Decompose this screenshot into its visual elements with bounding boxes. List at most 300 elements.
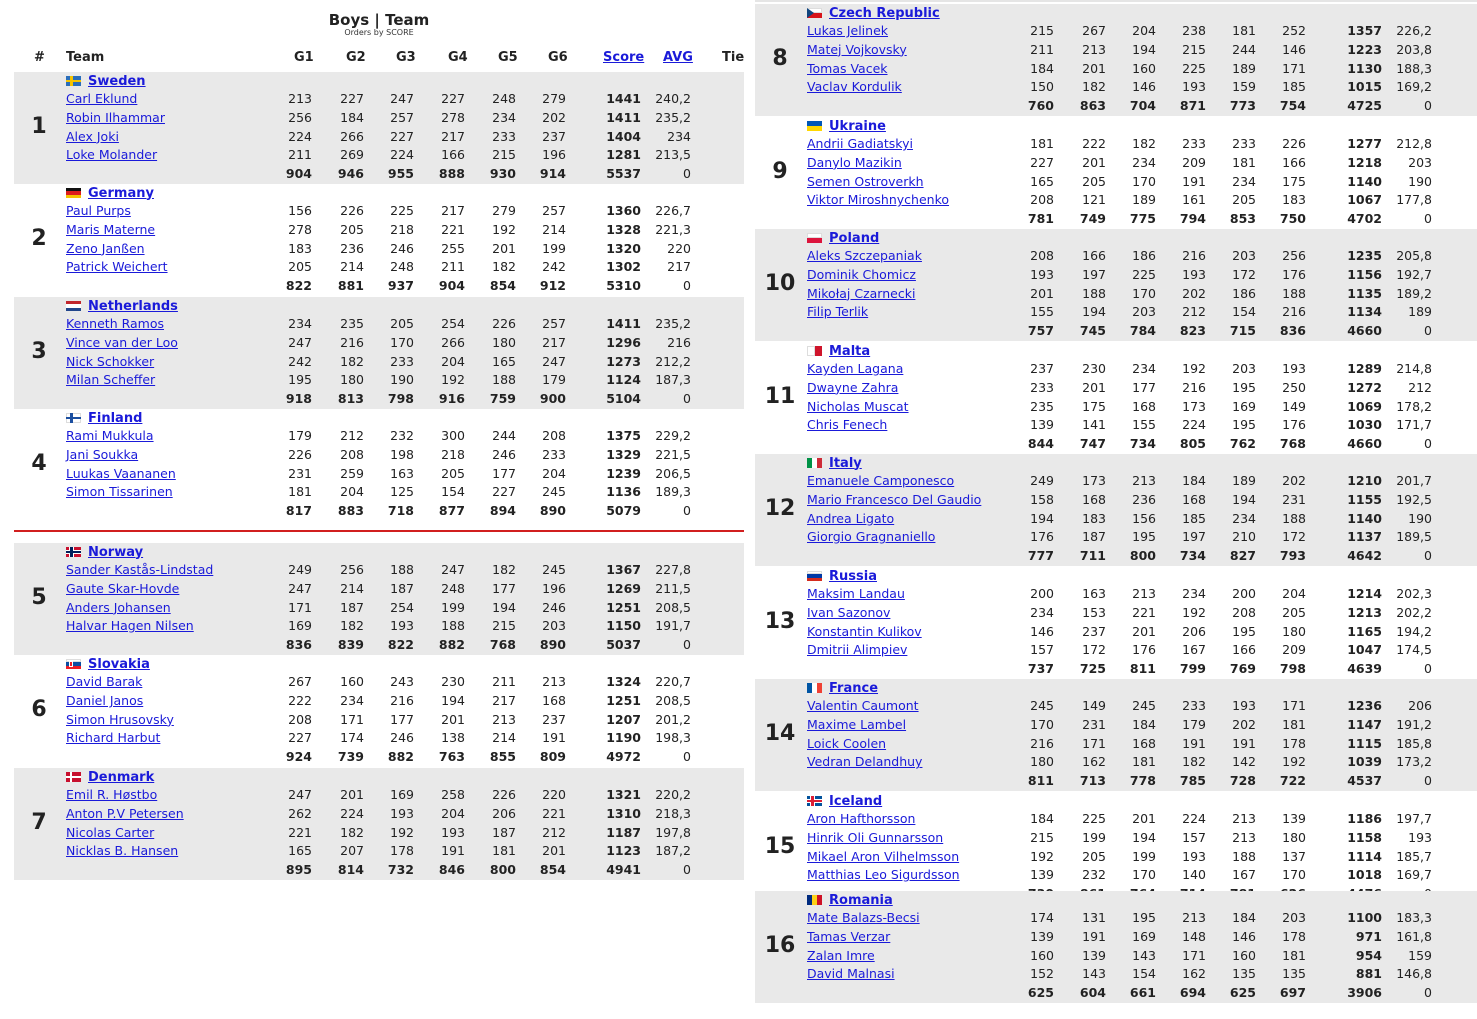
player-game-score: 162 <box>1082 754 1106 770</box>
player-game-score: 227 <box>441 91 465 106</box>
team-game-total: 704 <box>1129 98 1156 114</box>
team-rank: 8 <box>772 46 788 71</box>
team-tie-value: 0 <box>683 862 691 878</box>
player-name-link[interactable]: Dwayne Zahra <box>807 379 899 395</box>
player-name-link[interactable]: Andrii Gadiatskyi <box>807 136 913 151</box>
player-name-link[interactable]: Jani Soukka <box>66 446 139 462</box>
player-average: 220,7 <box>655 674 691 689</box>
team-game-total: 762 <box>1229 436 1256 452</box>
player-average: 221,5 <box>655 446 691 462</box>
team-block-sweden <box>14 72 744 184</box>
player-game-score: 196 <box>542 580 566 596</box>
player-game-score: 184 <box>340 109 364 125</box>
player-name-link[interactable]: Andrea Ligato <box>807 510 895 526</box>
player-game-score: 233 <box>1030 379 1054 395</box>
player-game-score: 207 <box>340 843 364 859</box>
player-name-link[interactable]: Emil R. Høstbo <box>66 787 158 802</box>
player-name-link[interactable]: Vedran Delandhuy <box>807 754 923 770</box>
player-name-link[interactable]: Daniel Janos <box>66 692 144 708</box>
player-average: 169,7 <box>1396 867 1432 883</box>
player-game-score: 139 <box>1082 947 1106 963</box>
qualification-cutline <box>14 530 744 532</box>
player-game-score: 221 <box>441 221 465 237</box>
player-game-score: 195 <box>1132 910 1156 925</box>
player-game-score: 188 <box>1282 510 1306 526</box>
player-name-link[interactable]: Mate Balazs-Becsi <box>807 910 920 925</box>
player-game-score: 231 <box>1082 716 1106 732</box>
player-game-score: 231 <box>1282 491 1306 507</box>
player-game-score: 204 <box>441 353 465 369</box>
player-game-score: 244 <box>1232 41 1256 57</box>
player-name-link[interactable]: Zalan Imre <box>807 947 875 963</box>
player-name-link[interactable]: David Barak <box>66 674 143 689</box>
player-name-link[interactable]: Anders Johansen <box>66 599 171 615</box>
player-game-score: 234 <box>1030 604 1054 620</box>
player-game-score: 193 <box>1030 266 1054 282</box>
player-name-link[interactable]: Carl Eklund <box>66 91 138 106</box>
team-total-score: 4702 <box>1347 211 1382 227</box>
header-score-sort-link[interactable]: Score <box>603 50 645 65</box>
player-name-link[interactable]: Maris Materne <box>66 221 156 237</box>
team-country-link[interactable]: Finland <box>88 410 143 426</box>
player-average: 201,2 <box>655 711 691 727</box>
team-game-total: 798 <box>387 391 414 407</box>
player-average: 212 <box>1408 379 1432 395</box>
team-game-total: 750 <box>1279 211 1306 227</box>
player-game-score: 247 <box>441 562 465 577</box>
team-country-link[interactable]: Malta <box>829 343 871 359</box>
team-country-row <box>807 342 870 360</box>
player-name-link[interactable]: Milan Scheffer <box>66 372 156 388</box>
player-total-score: 1277 <box>1347 136 1382 151</box>
team-game-total: 798 <box>1279 661 1306 677</box>
team-country-row <box>66 655 150 673</box>
player-name-link[interactable]: Nicklas B. Hansen <box>66 843 179 859</box>
player-name-link[interactable]: Matthias Leo Sigurdsson <box>807 867 960 883</box>
team-block-finland <box>14 409 744 521</box>
player-game-score: 220 <box>542 787 566 802</box>
player-game-score: 201 <box>1132 623 1156 639</box>
page-subtitle: Orders by SCORE <box>344 28 414 37</box>
player-name-link[interactable]: Aron Hafthorsson <box>807 811 916 826</box>
player-game-score: 197 <box>1082 266 1106 282</box>
player-game-score: 221 <box>542 805 566 821</box>
team-game-total: 863 <box>1079 98 1106 114</box>
player-name-link[interactable]: Aleks Szczepaniak <box>807 248 922 263</box>
player-game-score: 218 <box>441 446 465 462</box>
player-total-score: 1324 <box>606 674 641 689</box>
team-block-ukraine <box>755 117 1477 229</box>
player-name-link[interactable]: Tomas Vacek <box>807 60 888 76</box>
player-game-score: 213 <box>1132 473 1156 488</box>
player-game-score: 182 <box>1182 754 1206 770</box>
player-average: 217 <box>667 259 691 275</box>
player-total-score: 971 <box>1355 928 1382 944</box>
player-game-score: 256 <box>1282 248 1306 263</box>
player-average: 183,3 <box>1396 910 1432 925</box>
player-game-score: 249 <box>1030 473 1054 488</box>
player-game-score: 237 <box>542 128 566 144</box>
player-game-score: 193 <box>1182 266 1206 282</box>
player-name-link[interactable]: Vince van der Loo <box>66 334 178 350</box>
player-total-score: 1251 <box>606 599 641 615</box>
team-country-link[interactable]: Russia <box>829 568 877 584</box>
player-game-score: 188 <box>441 618 465 634</box>
player-game-score: 192 <box>492 221 516 237</box>
player-name-link[interactable]: Viktor Miroshnychenko <box>807 192 950 208</box>
player-game-score: 246 <box>492 446 516 462</box>
czech-flag-icon <box>807 8 822 18</box>
player-game-score: 138 <box>441 730 465 746</box>
player-game-score: 213 <box>1232 829 1256 845</box>
player-name-link[interactable]: Semen Ostroverkh <box>807 173 924 189</box>
team-tie-value: 0 <box>1424 211 1432 227</box>
player-game-score: 162 <box>1182 966 1206 982</box>
team-game-total: 805 <box>1179 436 1206 452</box>
player-game-score: 184 <box>1030 60 1054 76</box>
player-name-link[interactable]: Richard Harbut <box>66 730 161 746</box>
player-game-score: 146 <box>1232 928 1256 944</box>
player-game-score: 202 <box>1232 716 1256 732</box>
team-game-total: 836 <box>1279 323 1306 339</box>
player-name-link[interactable]: Mikael Aron Vilhelmsson <box>807 848 960 864</box>
player-name-link[interactable]: Nicholas Muscat <box>807 398 909 414</box>
player-game-score: 214 <box>542 221 566 237</box>
team-game-total: 814 <box>337 862 364 878</box>
player-game-score: 193 <box>390 805 414 821</box>
player-game-score: 170 <box>1282 867 1306 883</box>
player-game-score: 156 <box>1132 510 1156 526</box>
team-country-link[interactable]: Denmark <box>88 769 155 785</box>
player-game-score: 170 <box>1132 173 1156 189</box>
player-game-score: 203 <box>542 618 566 634</box>
player-name-link[interactable]: Mario Francesco Del Gaudio <box>807 491 982 507</box>
player-name-link[interactable]: Mikołaj Czarnecki <box>807 285 916 301</box>
player-game-score: 250 <box>1282 379 1306 395</box>
player-name-link[interactable]: Anton P.V Petersen <box>66 805 184 821</box>
team-tie-value: 0 <box>683 278 691 294</box>
player-name-link[interactable]: Kayden Lagana <box>807 361 904 376</box>
player-game-score: 182 <box>492 259 516 275</box>
player-average: 194,2 <box>1396 623 1432 639</box>
player-game-score: 247 <box>542 353 566 369</box>
player-game-score: 183 <box>1282 192 1306 208</box>
player-name-link[interactable]: Emanuele Camponesco <box>807 473 955 488</box>
player-game-score: 247 <box>288 334 312 350</box>
player-name-link[interactable]: Valentin Caumont <box>807 698 919 713</box>
player-game-score: 234 <box>340 692 364 708</box>
team-country-link[interactable]: Norway <box>88 544 144 560</box>
player-average: 161,8 <box>1396 928 1432 944</box>
player-game-score: 188 <box>1082 285 1106 301</box>
player-game-score: 139 <box>1030 417 1054 433</box>
player-name-link[interactable]: Kenneth Ramos <box>66 316 165 331</box>
player-name-link[interactable]: Simon Hrusovsky <box>66 711 174 727</box>
player-total-score: 1251 <box>606 692 641 708</box>
player-game-score: 192 <box>1282 754 1306 770</box>
team-rank: 5 <box>31 585 47 610</box>
player-total-score: 1272 <box>1347 379 1382 395</box>
player-game-score: 191 <box>441 843 465 859</box>
player-game-score: 211 <box>1030 41 1054 57</box>
player-game-score: 217 <box>542 334 566 350</box>
player-name-link[interactable]: Tamas Verzar <box>807 928 891 944</box>
player-total-score: 1302 <box>606 259 641 275</box>
player-game-score: 201 <box>340 787 364 802</box>
header-g3: G3 <box>396 50 416 65</box>
player-game-score: 227 <box>288 730 312 746</box>
player-game-score: 215 <box>492 618 516 634</box>
player-average: 171,7 <box>1396 417 1432 433</box>
team-game-total: 697 <box>1279 985 1306 1001</box>
player-game-score: 155 <box>1132 417 1156 433</box>
player-name-link[interactable]: Ivan Sazonov <box>807 604 891 620</box>
player-game-score: 165 <box>288 843 312 859</box>
player-name-link[interactable]: Simon Tissarinen <box>66 484 173 500</box>
player-game-score: 160 <box>1132 60 1156 76</box>
player-name-link[interactable]: Loick Coolen <box>807 735 887 751</box>
player-game-score: 245 <box>542 562 566 577</box>
team-game-total: 754 <box>1279 98 1306 114</box>
team-total-score: 3906 <box>1347 985 1382 1001</box>
player-game-score: 213 <box>1082 41 1106 57</box>
team-country-row <box>66 297 178 315</box>
team-total-score: 5537 <box>606 166 641 182</box>
player-average: 206 <box>1408 698 1432 713</box>
player-name-link[interactable]: Filip Terlik <box>807 304 869 320</box>
player-game-score: 170 <box>1132 867 1156 883</box>
player-name-link[interactable]: Konstantin Kulikov <box>807 623 922 639</box>
team-game-total: 811 <box>1129 661 1156 677</box>
player-average: 221,3 <box>655 221 691 237</box>
team-game-total: 895 <box>285 862 312 878</box>
player-name-link[interactable]: Matej Vojkovsky <box>807 41 907 57</box>
player-game-score: 243 <box>390 674 414 689</box>
team-rank: 11 <box>764 384 796 409</box>
player-game-score: 256 <box>340 562 364 577</box>
player-game-score: 216 <box>390 692 414 708</box>
team-tie-value: 0 <box>683 166 691 182</box>
player-game-score: 224 <box>340 805 364 821</box>
team-game-total: 737 <box>1027 661 1054 677</box>
team-game-total: 604 <box>1079 985 1106 1001</box>
team-tie-value: 0 <box>1424 436 1432 452</box>
player-game-score: 257 <box>542 316 566 331</box>
player-game-score: 194 <box>1232 491 1256 507</box>
player-game-score: 152 <box>1030 966 1054 982</box>
player-game-score: 205 <box>1082 848 1106 864</box>
player-average: 197,8 <box>655 824 691 840</box>
team-block-iceland <box>755 792 1477 904</box>
player-name-link[interactable]: Dmitrii Alimpiev <box>807 642 908 658</box>
player-average: 226,7 <box>655 203 691 218</box>
team-country-link[interactable]: Romania <box>829 892 893 908</box>
player-game-score: 245 <box>1030 698 1054 713</box>
team-country-link[interactable]: Czech Republic <box>829 5 940 21</box>
player-game-score: 184 <box>1030 811 1054 826</box>
player-name-link[interactable]: Gaute Skar-Hovde <box>66 580 180 596</box>
player-name-link[interactable]: Luukas Vaananen <box>66 465 176 481</box>
player-game-score: 148 <box>1182 928 1206 944</box>
player-game-score: 212 <box>542 824 566 840</box>
player-name-link[interactable]: Vaclav Kordulik <box>807 79 902 95</box>
player-total-score: 1137 <box>1347 529 1382 545</box>
header-team: Team <box>66 50 105 65</box>
player-total-score: 1134 <box>1347 304 1382 320</box>
player-name-link[interactable]: Paul Purps <box>66 203 131 218</box>
player-game-score: 192 <box>1182 361 1206 376</box>
team-rank: 16 <box>764 933 796 958</box>
player-game-score: 278 <box>441 109 465 125</box>
player-game-score: 177 <box>1132 379 1156 395</box>
player-name-link[interactable]: Sander Kastås-Lindstad <box>66 562 214 577</box>
player-name-link[interactable]: Maksim Landau <box>807 586 905 601</box>
team-block-norway <box>14 543 744 655</box>
team-game-total: 625 <box>1229 985 1256 1001</box>
player-game-score: 213 <box>492 711 516 727</box>
player-total-score: 1136 <box>606 484 641 500</box>
player-average: 197,7 <box>1396 811 1432 826</box>
team-game-total: 777 <box>1027 548 1054 564</box>
player-game-score: 193 <box>441 824 465 840</box>
player-name-link[interactable]: Zeno Janßen <box>66 240 145 256</box>
player-name-link[interactable]: Hinrik Oli Gunnarsson <box>807 829 944 845</box>
player-name-link[interactable]: Dominik Chomicz <box>807 266 916 282</box>
player-name-link[interactable]: Alex Joki <box>66 128 119 144</box>
player-game-score: 191 <box>1232 735 1256 751</box>
denmark-flag-icon <box>66 772 81 782</box>
team-total-score: 4660 <box>1347 436 1382 452</box>
player-game-score: 182 <box>340 824 364 840</box>
player-game-score: 194 <box>1132 829 1156 845</box>
team-game-total: 811 <box>1027 773 1054 789</box>
player-game-score: 168 <box>542 692 566 708</box>
team-country-link[interactable]: Poland <box>829 230 880 246</box>
player-game-score: 259 <box>340 465 364 481</box>
team-country-row <box>807 229 879 247</box>
team-country-link[interactable]: Slovakia <box>88 656 150 672</box>
player-name-link[interactable]: Patrick Weichert <box>66 259 168 275</box>
team-rank: 3 <box>31 339 47 364</box>
player-game-score: 168 <box>1132 735 1156 751</box>
player-game-score: 168 <box>1082 491 1106 507</box>
team-country-link[interactable]: Germany <box>88 185 154 201</box>
player-average: 202,2 <box>1396 604 1432 620</box>
player-game-score: 176 <box>1282 266 1306 282</box>
team-game-total: 912 <box>539 278 566 294</box>
player-game-score: 157 <box>1030 642 1054 658</box>
team-game-total: 661 <box>1129 985 1156 1001</box>
player-game-score: 188 <box>390 562 414 577</box>
player-name-link[interactable]: Lukas Jelinek <box>807 23 889 38</box>
team-block-denmark <box>14 768 744 880</box>
team-country-link[interactable]: Netherlands <box>88 298 178 314</box>
player-game-score: 202 <box>1282 473 1306 488</box>
player-game-score: 267 <box>288 674 312 689</box>
player-game-score: 181 <box>288 484 312 500</box>
player-game-score: 257 <box>542 203 566 218</box>
player-game-score: 156 <box>288 203 312 218</box>
player-total-score: 1156 <box>1347 266 1382 282</box>
team-rank: 10 <box>764 271 796 296</box>
player-game-score: 224 <box>1182 417 1206 433</box>
player-average: 226,2 <box>1396 23 1432 38</box>
team-country-link[interactable]: Italy <box>829 455 862 471</box>
player-name-link[interactable]: Danylo Mazikin <box>807 154 902 170</box>
player-name-link[interactable]: Halvar Hagen Nilsen <box>66 618 194 634</box>
player-average: 185,7 <box>1396 848 1432 864</box>
team-tie-value: 0 <box>1424 661 1432 677</box>
team-game-total: 904 <box>285 166 312 182</box>
player-game-score: 182 <box>340 618 364 634</box>
player-game-score: 202 <box>1182 285 1206 301</box>
player-game-score: 121 <box>1082 192 1106 208</box>
player-game-score: 195 <box>1232 417 1256 433</box>
player-average: 187,2 <box>655 843 691 859</box>
team-rank: 7 <box>31 810 47 835</box>
header-avg-sort-link[interactable]: AVG <box>663 50 693 65</box>
player-game-score: 184 <box>1232 910 1256 925</box>
team-rank: 4 <box>31 451 47 476</box>
team-total-score: 4972 <box>606 749 641 765</box>
team-total-score: 4642 <box>1347 548 1382 564</box>
team-game-total: 728 <box>1229 773 1256 789</box>
player-name-link[interactable]: Giorgio Gragnaniello <box>807 529 936 545</box>
player-name-link[interactable]: Nick Schokker <box>66 353 155 369</box>
player-game-score: 224 <box>1182 811 1206 826</box>
player-name-link[interactable]: David Malnasi <box>807 966 895 982</box>
player-game-score: 193 <box>1182 848 1206 864</box>
player-name-link[interactable]: Rami Mukkula <box>66 428 154 443</box>
player-game-score: 139 <box>1282 811 1306 826</box>
player-name-link[interactable]: Loke Molander <box>66 147 158 163</box>
team-game-total: 718 <box>387 503 414 519</box>
team-country-row <box>807 4 940 22</box>
team-game-total: 890 <box>539 637 566 653</box>
team-country-link[interactable]: Ukraine <box>829 118 886 134</box>
player-total-score: 1289 <box>1347 361 1382 376</box>
team-game-total: 794 <box>1179 211 1206 227</box>
player-game-score: 184 <box>1132 716 1156 732</box>
team-block-romania <box>755 891 1477 1003</box>
germany-flag-icon <box>66 188 81 198</box>
team-country-link[interactable]: Sweden <box>88 73 146 89</box>
ukraine-flag-icon <box>807 121 822 131</box>
player-game-score: 181 <box>1232 154 1256 170</box>
team-block-czech <box>755 4 1477 116</box>
player-name-link[interactable]: Nicolas Carter <box>66 824 155 840</box>
team-block-slovakia <box>14 655 744 767</box>
team-game-total: 715 <box>1229 323 1256 339</box>
team-country-link[interactable]: Iceland <box>829 793 883 809</box>
player-game-score: 169 <box>390 787 414 802</box>
player-average: 189,2 <box>1396 285 1432 301</box>
player-game-score: 224 <box>390 147 414 163</box>
player-game-score: 248 <box>492 91 516 106</box>
player-name-link[interactable]: Chris Fenech <box>807 417 888 433</box>
player-game-score: 191 <box>542 730 566 746</box>
player-name-link[interactable]: Robin Ilhammar <box>66 109 165 125</box>
player-game-score: 158 <box>1030 491 1054 507</box>
player-total-score: 1114 <box>1347 848 1382 864</box>
player-name-link[interactable]: Maxime Lambel <box>807 716 907 732</box>
player-total-score: 1030 <box>1347 417 1382 433</box>
player-game-score: 195 <box>288 372 312 388</box>
team-country-link[interactable]: France <box>829 680 879 696</box>
player-game-score: 238 <box>1182 23 1206 38</box>
team-game-total: 759 <box>489 391 516 407</box>
player-game-score: 233 <box>1232 136 1256 151</box>
